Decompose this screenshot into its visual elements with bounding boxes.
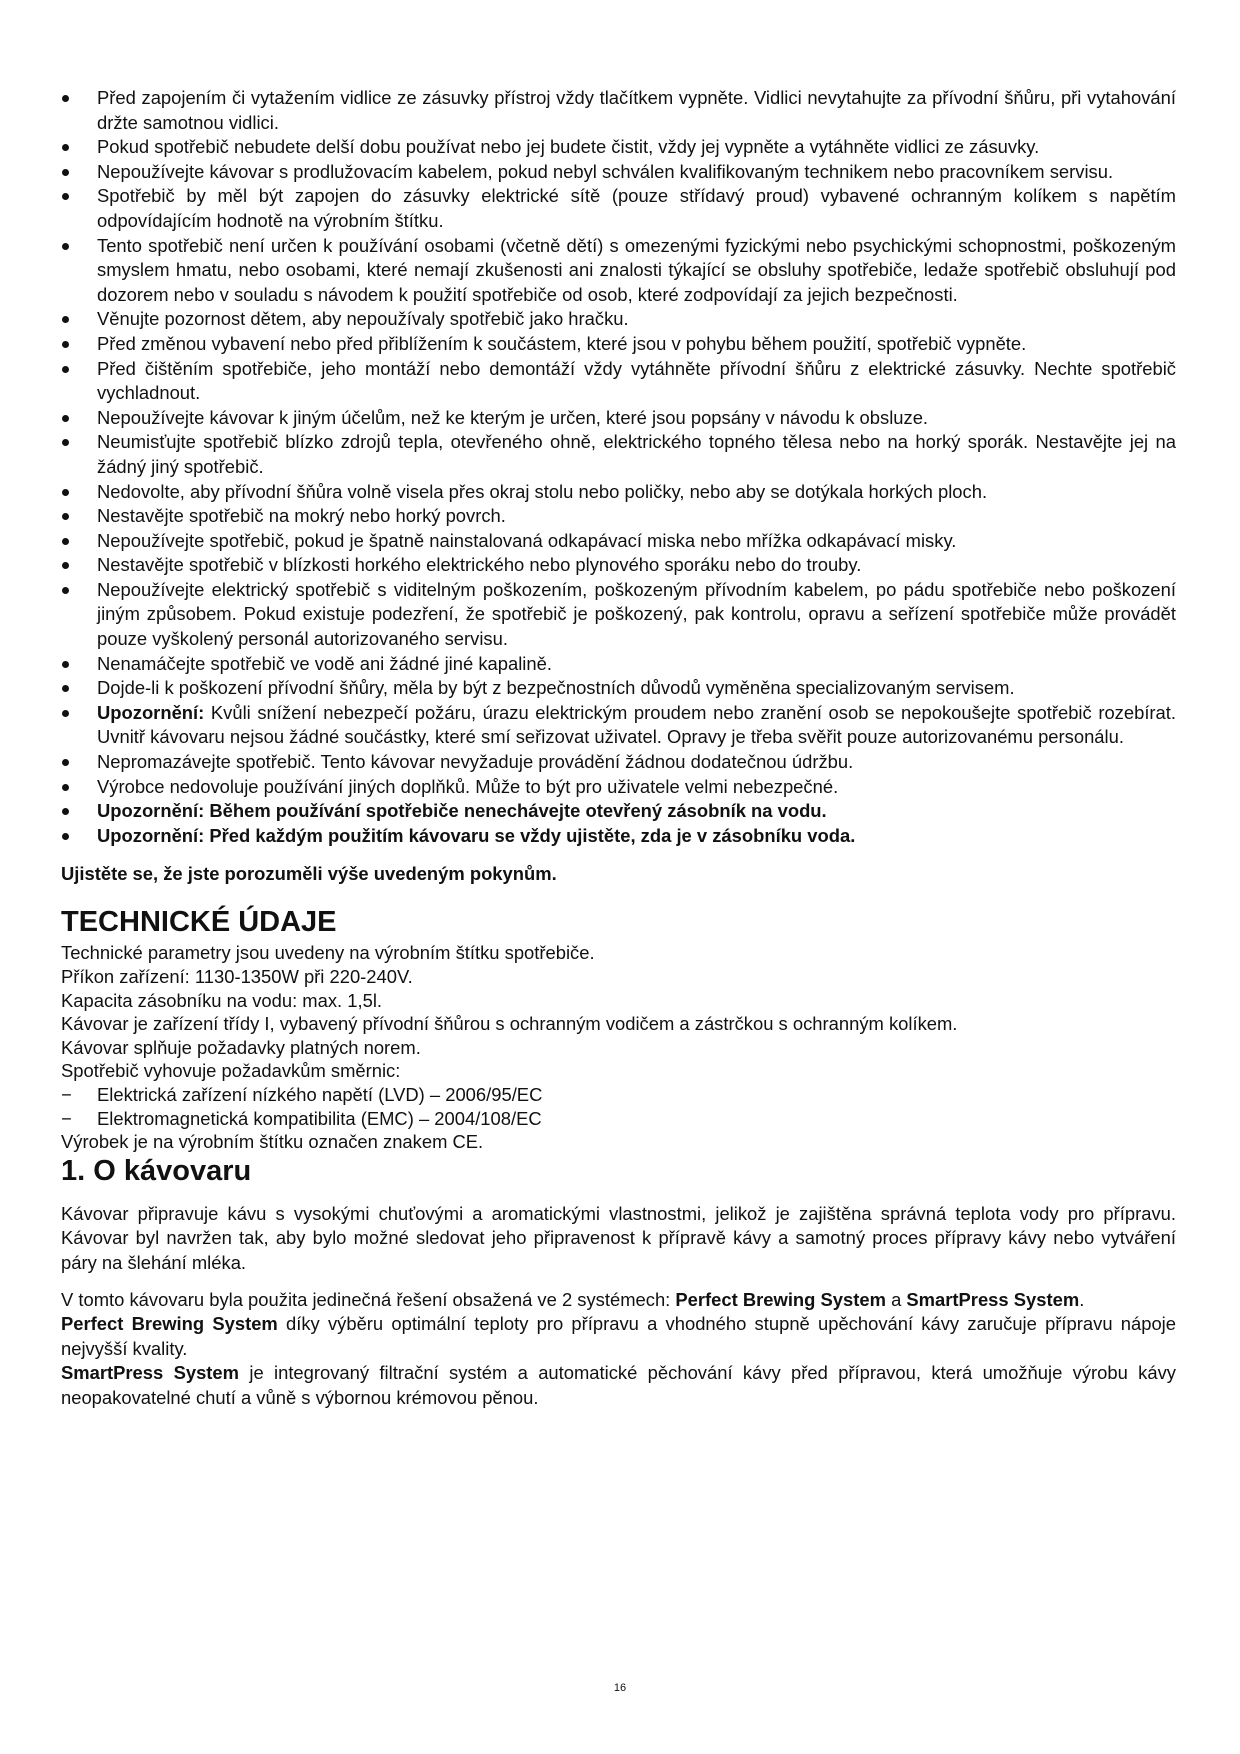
- tech-line: Technické parametry jsou uvedeny na výrobním štítku spotřebiče.: [61, 942, 595, 964]
- list-item: Neumisťujte spotřebič blízko zdrojů tepla, otevřeného ohně, elektrického topného tělesa nebo na horký sporák. Nestavějte jej na žádný jiný spotřebič.: [61, 430, 1176, 479]
- bullet-icon: [62, 95, 69, 102]
- bullet-icon: [62, 513, 69, 520]
- technical-data-section: [61, 941, 1176, 1153]
- bullet-icon: [62, 169, 69, 176]
- bullet-icon: [62, 341, 69, 348]
- bullet-icon: [62, 562, 69, 569]
- directives-list: [61, 1083, 1176, 1130]
- bullet-icon: [62, 439, 69, 446]
- list-item: Věnujte pozornost dětem, aby nepoužívaly spotřebič jako hračku.: [61, 307, 1176, 332]
- list-item: Dojde-li k poškození přívodní šňůry, měla by být z bezpečnostních důvodů vyměněna specializovaným servisem.: [61, 676, 1176, 701]
- list-item: Nepoužívejte spotřebič, pokud je špatně nainstalovaná odkapávací miska nebo mřížka odkapávací misky.: [61, 529, 1176, 554]
- bullet-icon: [62, 316, 69, 323]
- list-item: Před čištěním spotřebiče, jeho montáží nebo demontáží vždy vytáhněte přívodní šňůru z elektrické zásuvky. Nechte spotřebič vychladnout.: [61, 357, 1176, 406]
- bullet-icon: [62, 193, 69, 200]
- bullet-icon: [62, 243, 69, 250]
- list-item: Nepromazávejte spotřebič. Tento kávovar nevyžaduje provádění žádnou dodatečnou údržbu.: [61, 750, 1176, 775]
- bullet-icon: [62, 489, 69, 496]
- list-item: Upozornění: Před každým použitím kávovaru se vždy ujistěte, zda je v zásobníku voda.: [61, 824, 1176, 849]
- bullet-icon: [62, 710, 69, 717]
- tech-line: Výrobek je na výrobním štítku označen znakem CE.: [61, 1131, 484, 1153]
- list-item: Upozornění: Kvůli snížení nebezpečí požáru, úrazu elektrickým proudem nebo zranění osob se nepokoušejte spotřebič rozebírat. Uvnitř kávovaru nejsou žádné součástky, které smí seřizovat uživatel. Opravy je třeba svěřit pouze autorizovanému personálu.: [61, 701, 1176, 750]
- tech-line: Kávovar splňuje požadavky platných norem.: [61, 1036, 421, 1058]
- systems-paragraph: V tomto kávovaru byla použita jedinečná řešení obsažená ve 2 systémech: Perfect Brewing System a SmartPress System.: [61, 1288, 1085, 1310]
- bullet-icon: [62, 784, 69, 791]
- list-item: Před zapojením či vytažením vidlice ze zásuvky přístroj vždy tlačítkem vypněte. Vidlici nevytahujte za přívodní šňůru, při vytahování držte samotnou vidlici.: [61, 86, 1176, 135]
- list-item: Nepoužívejte kávovar k jiným účelům, než ke kterým je určen, které jsou popsány v návodu k obsluze.: [61, 406, 1176, 431]
- about-heading: 1. O kávovaru: [61, 1154, 252, 1187]
- confirmation-note: Ujistěte se, že jste porozuměli výše uvedeným pokynům.: [61, 863, 557, 885]
- list-item: − Elektromagnetická kompatibilita (EMC) – 2004/108/EC: [61, 1107, 542, 1129]
- list-item: Nenamáčejte spotřebič ve vodě ani žádné jiné kapalině.: [61, 652, 1176, 677]
- bullet-icon: [62, 685, 69, 692]
- list-item: Tento spotřebič není určen k používání osobami (včetně dětí) s omezenými fyzickými nebo psychickými schopnostmi, poškozeným smyslem hmatu, nebo osobami, které nemají zkušenosti ani znalosti týkající se obsluhy spotřebiče, ledaže spotřebič obsluhují pod dozorem nebo v souladu s návodem k použití spotřebiče od osob, které zodpovídají za jejich bezpečnosti.: [61, 234, 1176, 308]
- tech-line: Kapacita zásobníku na vodu: max. 1,5l.: [61, 989, 383, 1011]
- list-item: Pokud spotřebič nebudete delší dobu používat nebo jej budete čistit, vždy jej vypněte a vytáhněte vidlici ze zásuvky.: [61, 135, 1176, 160]
- list-item: Spotřebič by měl být zapojen do zásuvky elektrické sítě (pouze střídavý proud) vybavené ochranným kolíkem s napětím odpovídajícím hodnotě na výrobním štítku.: [61, 184, 1176, 233]
- list-item: Upozornění: Během používání spotřebiče nenechávejte otevřený zásobník na vodu.: [61, 799, 1176, 824]
- list-item: Výrobce nedovoluje používání jiných doplňků. Může to být pro uživatele velmi nebezpečné.: [61, 775, 1176, 800]
- about-intro: Kávovar připravuje kávu s vysokými chuťovými a aromatickými vlastnostmi, jelikož je zajištěna správná teplota vody pro přípravu. Kávovar byl navržen tak, aby bylo možné sledovat jeho připravenost k přípravě kávy a samotný proces přípravy kávy nebo vytváření páry na šlehání mléka.: [61, 1202, 1176, 1273]
- list-item: Před změnou vybavení nebo před přiblížením k součástem, které jsou v pohybu během použití, spotřebič vypněte.: [61, 332, 1176, 357]
- dash-icon: −: [61, 1107, 72, 1129]
- document-page: [61, 86, 1176, 1410]
- tech-line: Příkon zařízení: 1130-1350W při 220-240V.: [61, 965, 413, 987]
- list-item: Nestavějte spotřebič v blízkosti horkého elektrického nebo plynového sporáku nebo do trouby.: [61, 553, 1176, 578]
- list-item: − Elektrická zařízení nízkého napětí (LVD) – 2006/95/EC: [61, 1083, 543, 1105]
- bullet-icon: [62, 833, 69, 840]
- page-number: 16: [613, 1682, 627, 1694]
- bullet-icon: [62, 661, 69, 668]
- dash-icon: −: [61, 1083, 72, 1105]
- perfect-brewing-paragraph: Perfect Brewing System díky výběru optimální teploty pro přípravu a vhodného stupně upěchování kávy zaručuje přípravu nápoje nejvyšší kvality.: [61, 1313, 1176, 1359]
- list-item: Nedovolte, aby přívodní šňůra volně visela přes okraj stolu nebo poličky, nebo aby se dotýkala horkých ploch.: [61, 480, 1176, 505]
- bullet-icon: [62, 538, 69, 545]
- bullet-icon: [62, 759, 69, 766]
- bullet-icon: [62, 144, 69, 151]
- list-item: Nepoužívejte kávovar s prodlužovacím kabelem, pokud nebyl schválen kvalifikovaným technikem nebo pracovníkem servisu.: [61, 160, 1176, 185]
- safety-instructions-list: [61, 86, 1176, 848]
- tech-line: Kávovar je zařízení třídy I, vybavený přívodní šňůrou s ochranným vodičem a zástrčkou s ochranným kolíkem.: [61, 1013, 958, 1035]
- smartpress-paragraph: SmartPress System je integrovaný filtrační systém a automatické pěchování kávy před přípravou, která umožňuje výrobu kávy neopakovatelné chutí a vůně s výbornou krémovou pěnou.: [61, 1362, 1176, 1408]
- tech-line: Spotřebič vyhovuje požadavkům směrnic:: [61, 1060, 401, 1082]
- bullet-icon: [62, 366, 69, 373]
- technical-data-heading: TECHNICKÉ ÚDAJE: [61, 906, 337, 939]
- about-section: [61, 1202, 1176, 1411]
- bullet-icon: [62, 808, 69, 815]
- list-item: Nestavějte spotřebič na mokrý nebo horký povrch.: [61, 504, 1176, 529]
- list-item: Nepoužívejte elektrický spotřebič s viditelným poškozením, poškozeným přívodním kabelem, po pádu spotřebiče nebo poškození jiným způsobem. Pokud existuje podezření, že spotřebič je poškozený, pak kontrolu, opravu a seřízení spotřebiče může provádět pouze vyškolený personál autorizovaného servisu.: [61, 578, 1176, 652]
- bullet-icon: [62, 415, 69, 422]
- bullet-icon: [62, 587, 69, 594]
